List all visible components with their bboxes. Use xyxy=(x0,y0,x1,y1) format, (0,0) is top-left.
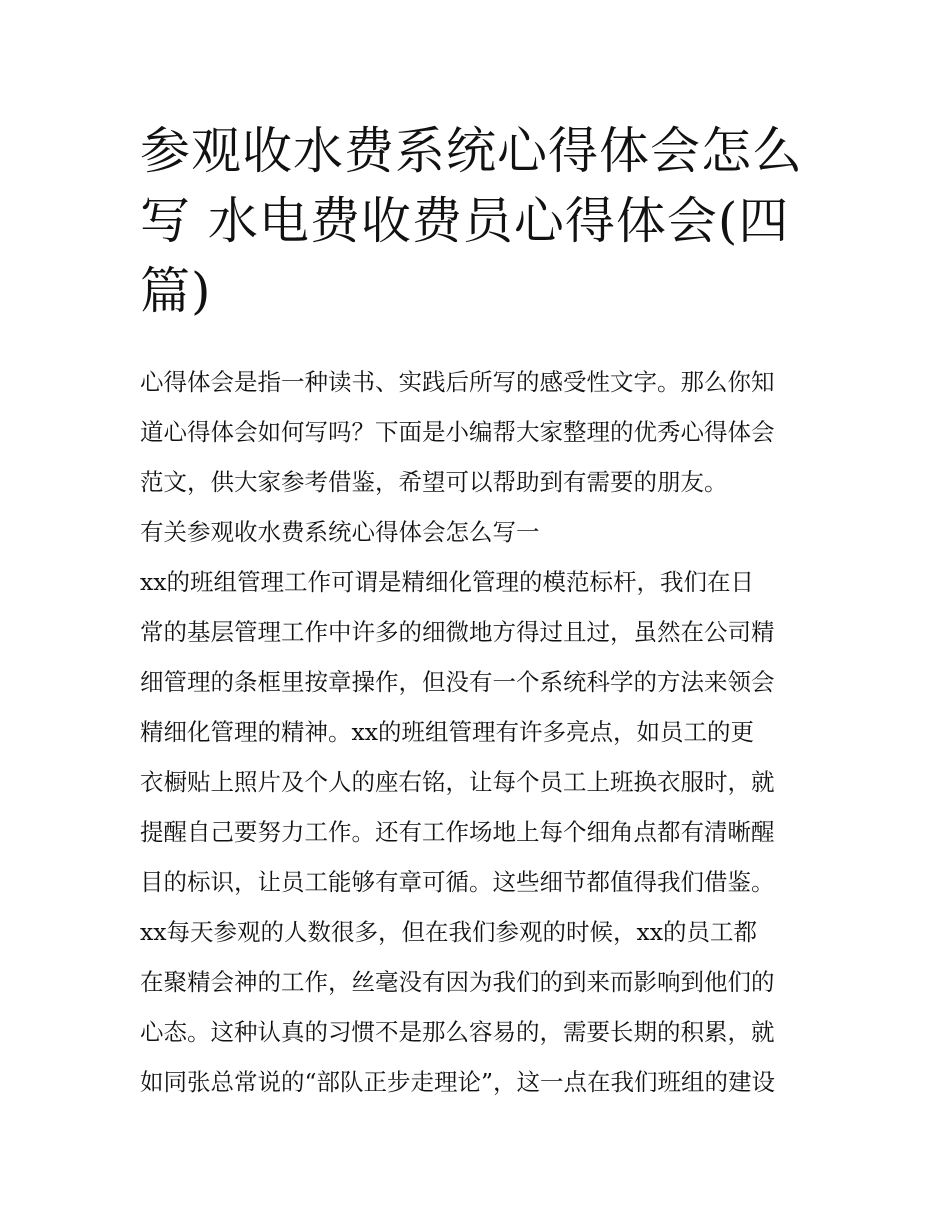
body-line: 精细化管理的精神。xx的班组管理有许多亮点，如员工的更 xyxy=(140,718,755,746)
title-line: 写 水电费收费员心得体会(四 xyxy=(140,192,790,250)
body-line: 常的基层管理工作中许多的细微地方得过且过，虽然在公司精 xyxy=(140,618,775,646)
body-line: 细管理的条框里按章操作，但没有一个系统科学的方法来领会 xyxy=(140,668,775,696)
body-line: 目的标识，让员工能够有章可循。这些细节都值得我们借鉴。 xyxy=(140,868,775,896)
title-line: 参观收水费系统心得体会怎么 xyxy=(140,122,803,180)
body-line: 心得体会是指一种读书、实践后所写的感受性文字。那么你知 xyxy=(140,368,775,396)
body-line: 心态。这种认真的习惯不是那么容易的，需要长期的积累，就 xyxy=(140,1018,775,1046)
body-line: xx的班组管理工作可谓是精细化管理的模范标杆，我们在日 xyxy=(140,568,755,596)
title-line: 篇) xyxy=(140,262,212,320)
section-heading: 有关参观收水费系统心得体会怎么写一 xyxy=(140,518,540,546)
body-line: 衣橱贴上照片及个人的座右铭，让每个员工上班换衣服时，就 xyxy=(140,768,775,796)
body-line: 提醒自己要努力工作。还有工作场地上每个细角点都有清晰醒 xyxy=(140,818,775,846)
body-line: 范文，供大家参考借鉴，希望可以帮助到有需要的朋友。 xyxy=(140,468,728,496)
body-line: 道心得体会如何写吗？下面是小编帮大家整理的优秀心得体会 xyxy=(140,418,775,446)
body-line: 如同张总常说的“部队正步走理论”，这一点在我们班组的建设 xyxy=(140,1068,776,1096)
document-body xyxy=(140,357,820,1107)
document-title xyxy=(140,116,820,326)
body-line: xx每天参观的人数很多，但在我们参观的时候，xx的员工都 xyxy=(140,918,758,946)
body-line: 在聚精会神的工作，丝毫没有因为我们的到来而影响到他们的 xyxy=(140,968,775,996)
